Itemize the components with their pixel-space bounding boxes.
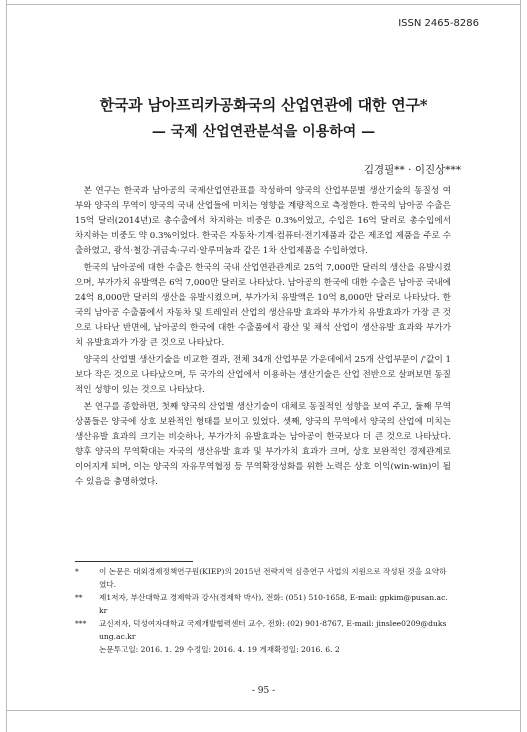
footnote-first-author xyxy=(75,591,451,617)
abstract-paragraph-1: 본 연구는 한국과 남아공의 국제산업연관표를 작성하여 양국의 산업부문별 생산기술의 동질성 여부와 양국의 무역이 양국의 국내 산업들에 미치는 영향을 계량적으로 측정한다. 한국의 남아공 수출은 15억 달러(2014년)로 총수출에서 차지하는 비중은 0.3%이었고, 수입은 16억 달러로 총수입에서 차지하는 비중도 약 0.3%이었다. 한국은 자동차·기계·컴퓨터·전기제품과 같은 제조업 제품을 주로 수출하였고, 광석·철강·귀금속·구리·알루미늄과 같은 1차 산업제품을 수입하였다. xyxy=(75,186,451,256)
footnote-text: 이 논문은 대외경제정책연구원(KIEP)의 2015년 전략지역 심층연구 사업의 지원으로 작성된 것을 요약하였다. xyxy=(99,567,447,589)
abstract-paragraph-3: 양국의 산업별 생산기술을 비교한 결과, 전체 34개 산업부문 가운데에서 25개 산업부문이 /'값이 1보다 작은 것으로 나타났으며, 두 국가의 산업에서 이용하는 생산기술은 산업 전반으로 살펴보면 동질적인 성향이 있는 것으로 나타났다. xyxy=(75,355,451,395)
issn-label: ISSN 2465-8286 xyxy=(398,18,479,29)
submission-dates: 논문투고일: 2016. 1. 29 수정일: 2016. 4. 19 게재확정일: 2016. 6. 2 xyxy=(99,645,340,654)
author-line: 김경필** · 이진상*** xyxy=(363,164,461,176)
footnote-mark: *** xyxy=(75,619,87,628)
abstract-paragraph-4: 본 연구를 종합하면, 첫째 양국의 산업별 생산기술이 대체로 동질적인 성향을 보여 주고, 둘째 무역상품들은 양국에 상호 보완적인 형태를 보이고 있었다. 셋째, 양국의 무역에서 양국의 산업에 미치는 생산유발 효과의 크기는 비슷하나, 부가가치 유발효과는 남아공이 한국보다 더 큰 것으로 나타났다. 향후 양국의 무역확대는 자국의 생산유발 효과 및 부가가치 효과가 크며, 상호 보완적인 경제관계로 이어지게 되며, 이는 양국의 자유무역협정 등 무역확장성화를 위한 노력은 상호 이익(win-win)이 될 수 있음을 충명하였다. xyxy=(75,402,451,487)
page-border-bottom xyxy=(6,710,521,711)
footnote-mark: ** xyxy=(75,593,83,602)
footnote-rule xyxy=(75,561,193,562)
footnote-corresponding-author xyxy=(75,617,451,643)
abstract xyxy=(75,184,451,490)
footnote-mark: * xyxy=(75,567,79,576)
page-border-top xyxy=(6,4,521,5)
abstract-paragraph-2: 한국의 남아공에 대한 수출은 한국의 국내 산업연관관계로 25억 7,000만 달러의 생산을 유발시켰으며, 부가가치 유발액은 6억 7,000만 달러로 나타났다. 남아공의 한국에 대한 수출은 남아공 국내에 24억 8,000만 달러의 생산을 유발시켰으며, 부가가치 유발액은 10억 8,000만 달러로 나타났다. 한국의 남아공 수출품에서 자동차 및 트레일러 산업의 생산유발 효과와 부가가치 유발효과가 가장 큰 것으로 나타난 반면에, 남아공의 한국에 대한 수출품에서 광산 및 채석 산업이 생산유발 효과와 부가가치 유발효과가 가장 큰 것으로 나타났다. xyxy=(75,263,451,348)
footnote-text: 교신저자, 덕성여자대학교 국제개발협력센터 교수, 전화: (02) 901-8767, E-mail: jinslee0209@duksung.ac.kr xyxy=(99,619,447,641)
footnote-text: 제1저자, 부산대학교 경제학과 강사(경제학 박사), 전화: (051) 510-1658, E-mail: gpkim@pusan.ac.kr xyxy=(99,593,448,615)
footnote-funding xyxy=(75,565,451,591)
paper-title: 한국과 남아프리카공화국의 산업연관에 대한 연구* xyxy=(99,96,428,114)
paper-subtitle: — 국제 산업연관분석을 이용하여 — xyxy=(151,124,376,140)
footnotes xyxy=(75,565,451,656)
page-number: - 95 - xyxy=(251,686,276,696)
